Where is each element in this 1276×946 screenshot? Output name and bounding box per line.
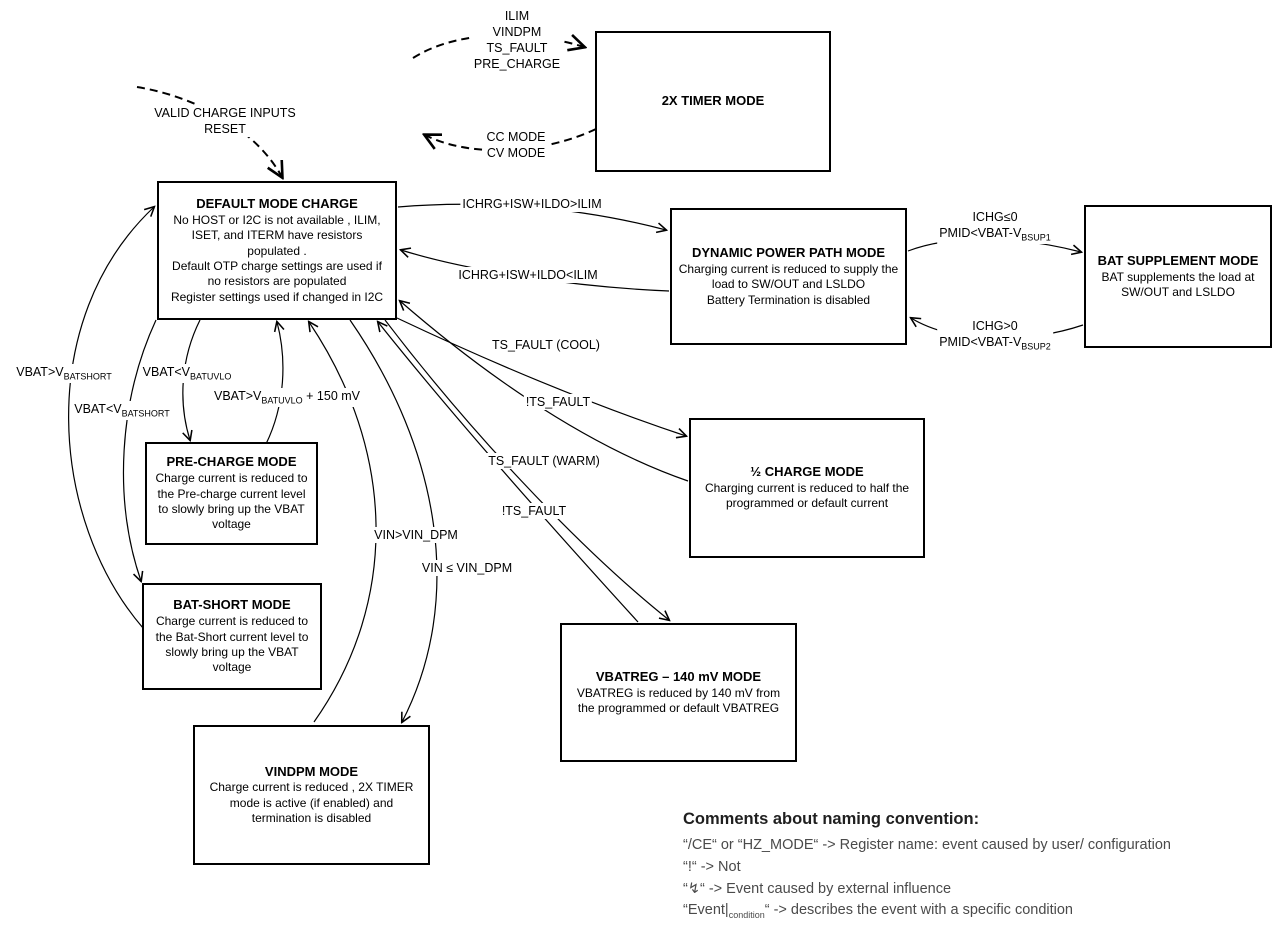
edge-label-vin-le-vindpm: VIN ≤ VIN_DPM [421,561,513,575]
edge-label-not-ts-fault-1: !TS_FAULT [525,395,591,409]
node-default-mode-charge-body-2: Register settings used if changed in I2C [170,289,384,304]
edge-vin-le-vindpm [350,320,437,722]
node-default-mode-charge [157,181,397,320]
comment-line-0: “/CE“ or “HZ_MODE“ -> Register name: event caused by user/ configuration [683,837,1171,853]
node-bat-supplement-body-0: BAT supplements the load at SW/OUT and LSLDO [1101,269,1255,299]
edge-label-ichrg-gt-ilim: ICHRG+ISW+ILDO>ILIM [462,197,602,211]
node-dynamic-power-path-body-1: Battery Termination is disabled [706,292,871,307]
node-half-charge-body-0: Charging current is reduced to half the programmed or default current [704,481,910,511]
node-bat-short-title: BAT-SHORT MODE [173,597,291,613]
node-vindpm [193,725,430,865]
edge-ts-fault-cool [397,318,686,436]
edge-label-vin-gt-vindpm: VIN>VIN_DPM [374,528,458,542]
node-default-mode-charge-title: DEFAULT MODE CHARGE [196,195,358,211]
node-default-mode-charge-body-0: No HOST or I2C is not available , ILIM, ISET, and ITERM have resistors populated . [173,212,381,258]
node-vbatreg-140mv [560,623,797,762]
edge-label-ts-fault-warm: TS_FAULT (WARM) [488,454,600,468]
edge-vbat-gt-batuvlo-150mv [266,322,283,444]
naming-convention-comments [683,810,1243,923]
node-pre-charge-body-0: Charge current is reduced to the Pre-charge current level to slowly bring up the VBAT voltage [155,471,308,532]
edge-label-ichg-gt-0: ICHG>0 $PMID<VBAT-V_{BSUP2}$ [939,319,1051,352]
node-pre-charge-title: PRE-CHARGE MODE [166,454,297,470]
edge-label-ts-fault-cool: TS_FAULT (COOL) [492,338,600,352]
node-bat-short [142,583,322,690]
node-dynamic-power-path-body-0: Charging current is reduced to supply the load to SW/OUT and LSLDO [678,261,899,292]
edge-label-from-2x-timer: CC MODE CV MODE [486,130,546,160]
node-timer-2x [595,31,831,172]
comments-lines [683,835,1243,923]
node-pre-charge [145,442,318,545]
comment-line-1: “!“ -> Not [683,858,741,875]
node-vbatreg-140mv-body-0: VBATREG is reduced by 140 mV from the programmed or default VBATREG [576,685,781,715]
node-vindpm-title: VINDPM MODE [264,763,359,779]
edge-label-vbat-gt-batuvlo-150mv: $VBAT>V_{BATUVLO} + 150$ mV [213,389,361,406]
comments-title: Comments about naming convention: [683,810,980,828]
comment-line-2: “↯“ -> Event caused by external influence [683,880,952,897]
edge-label-ichg-le-0: ICHG≤0 $PMID<VBAT-V_{BSUP1}$ [939,210,1051,243]
edge-label-ichrg-lt-ilim: ICHRG+ISW+ILDO<ILIM [458,268,598,282]
node-default-mode-charge-body-1: Default OTP charge settings are used if no resistors are populated [172,258,382,289]
node-bat-short-body-0: Charge current is reduced to the Bat-Short current level to slowly bring up the VBAT voltage [155,614,309,675]
node-bat-supplement [1084,205,1272,348]
edge-label-not-ts-fault-2: !TS_FAULT [501,504,567,518]
node-half-charge-title: ½ CHARGE MODE [750,464,864,480]
node-vbatreg-140mv-title: VBATREG – 140 mV MODE [595,668,762,684]
edge-label-vbat-lt-batuvlo: $VBAT<V_{BATUVLO}$ [142,365,232,382]
node-bat-supplement-title: BAT SUPPLEMENT MODE [1097,252,1259,268]
node-dynamic-power-path [670,208,907,345]
node-timer-2x-title: 2X TIMER MODE [661,93,765,109]
comment-line-3: “$Event|_{condition}“$ -> describes the event with a specific condition [683,902,1073,921]
node-vindpm-body-0: Charge current is reduced , 2X TIMER mode is active (if enabled) and termination is disabled [209,780,414,826]
node-half-charge [689,418,925,558]
edge-label-to-2x-timer: ILIM VINDPM TS_FAULT PRE_CHARGE [473,9,561,71]
edge-not-ts-fault-2 [378,322,638,622]
edge-label-vbat-gt-batshort: $VBAT>V_{BATSHORT}$ [16,365,112,382]
edge-label-valid-charge-inputs-reset: VALID CHARGE INPUTS RESET [154,106,296,136]
node-dynamic-power-path-title: DYNAMIC POWER PATH MODE [691,245,886,261]
edge-label-vbat-lt-batshort: $VBAT<V_{BATSHORT}$ [74,402,170,419]
